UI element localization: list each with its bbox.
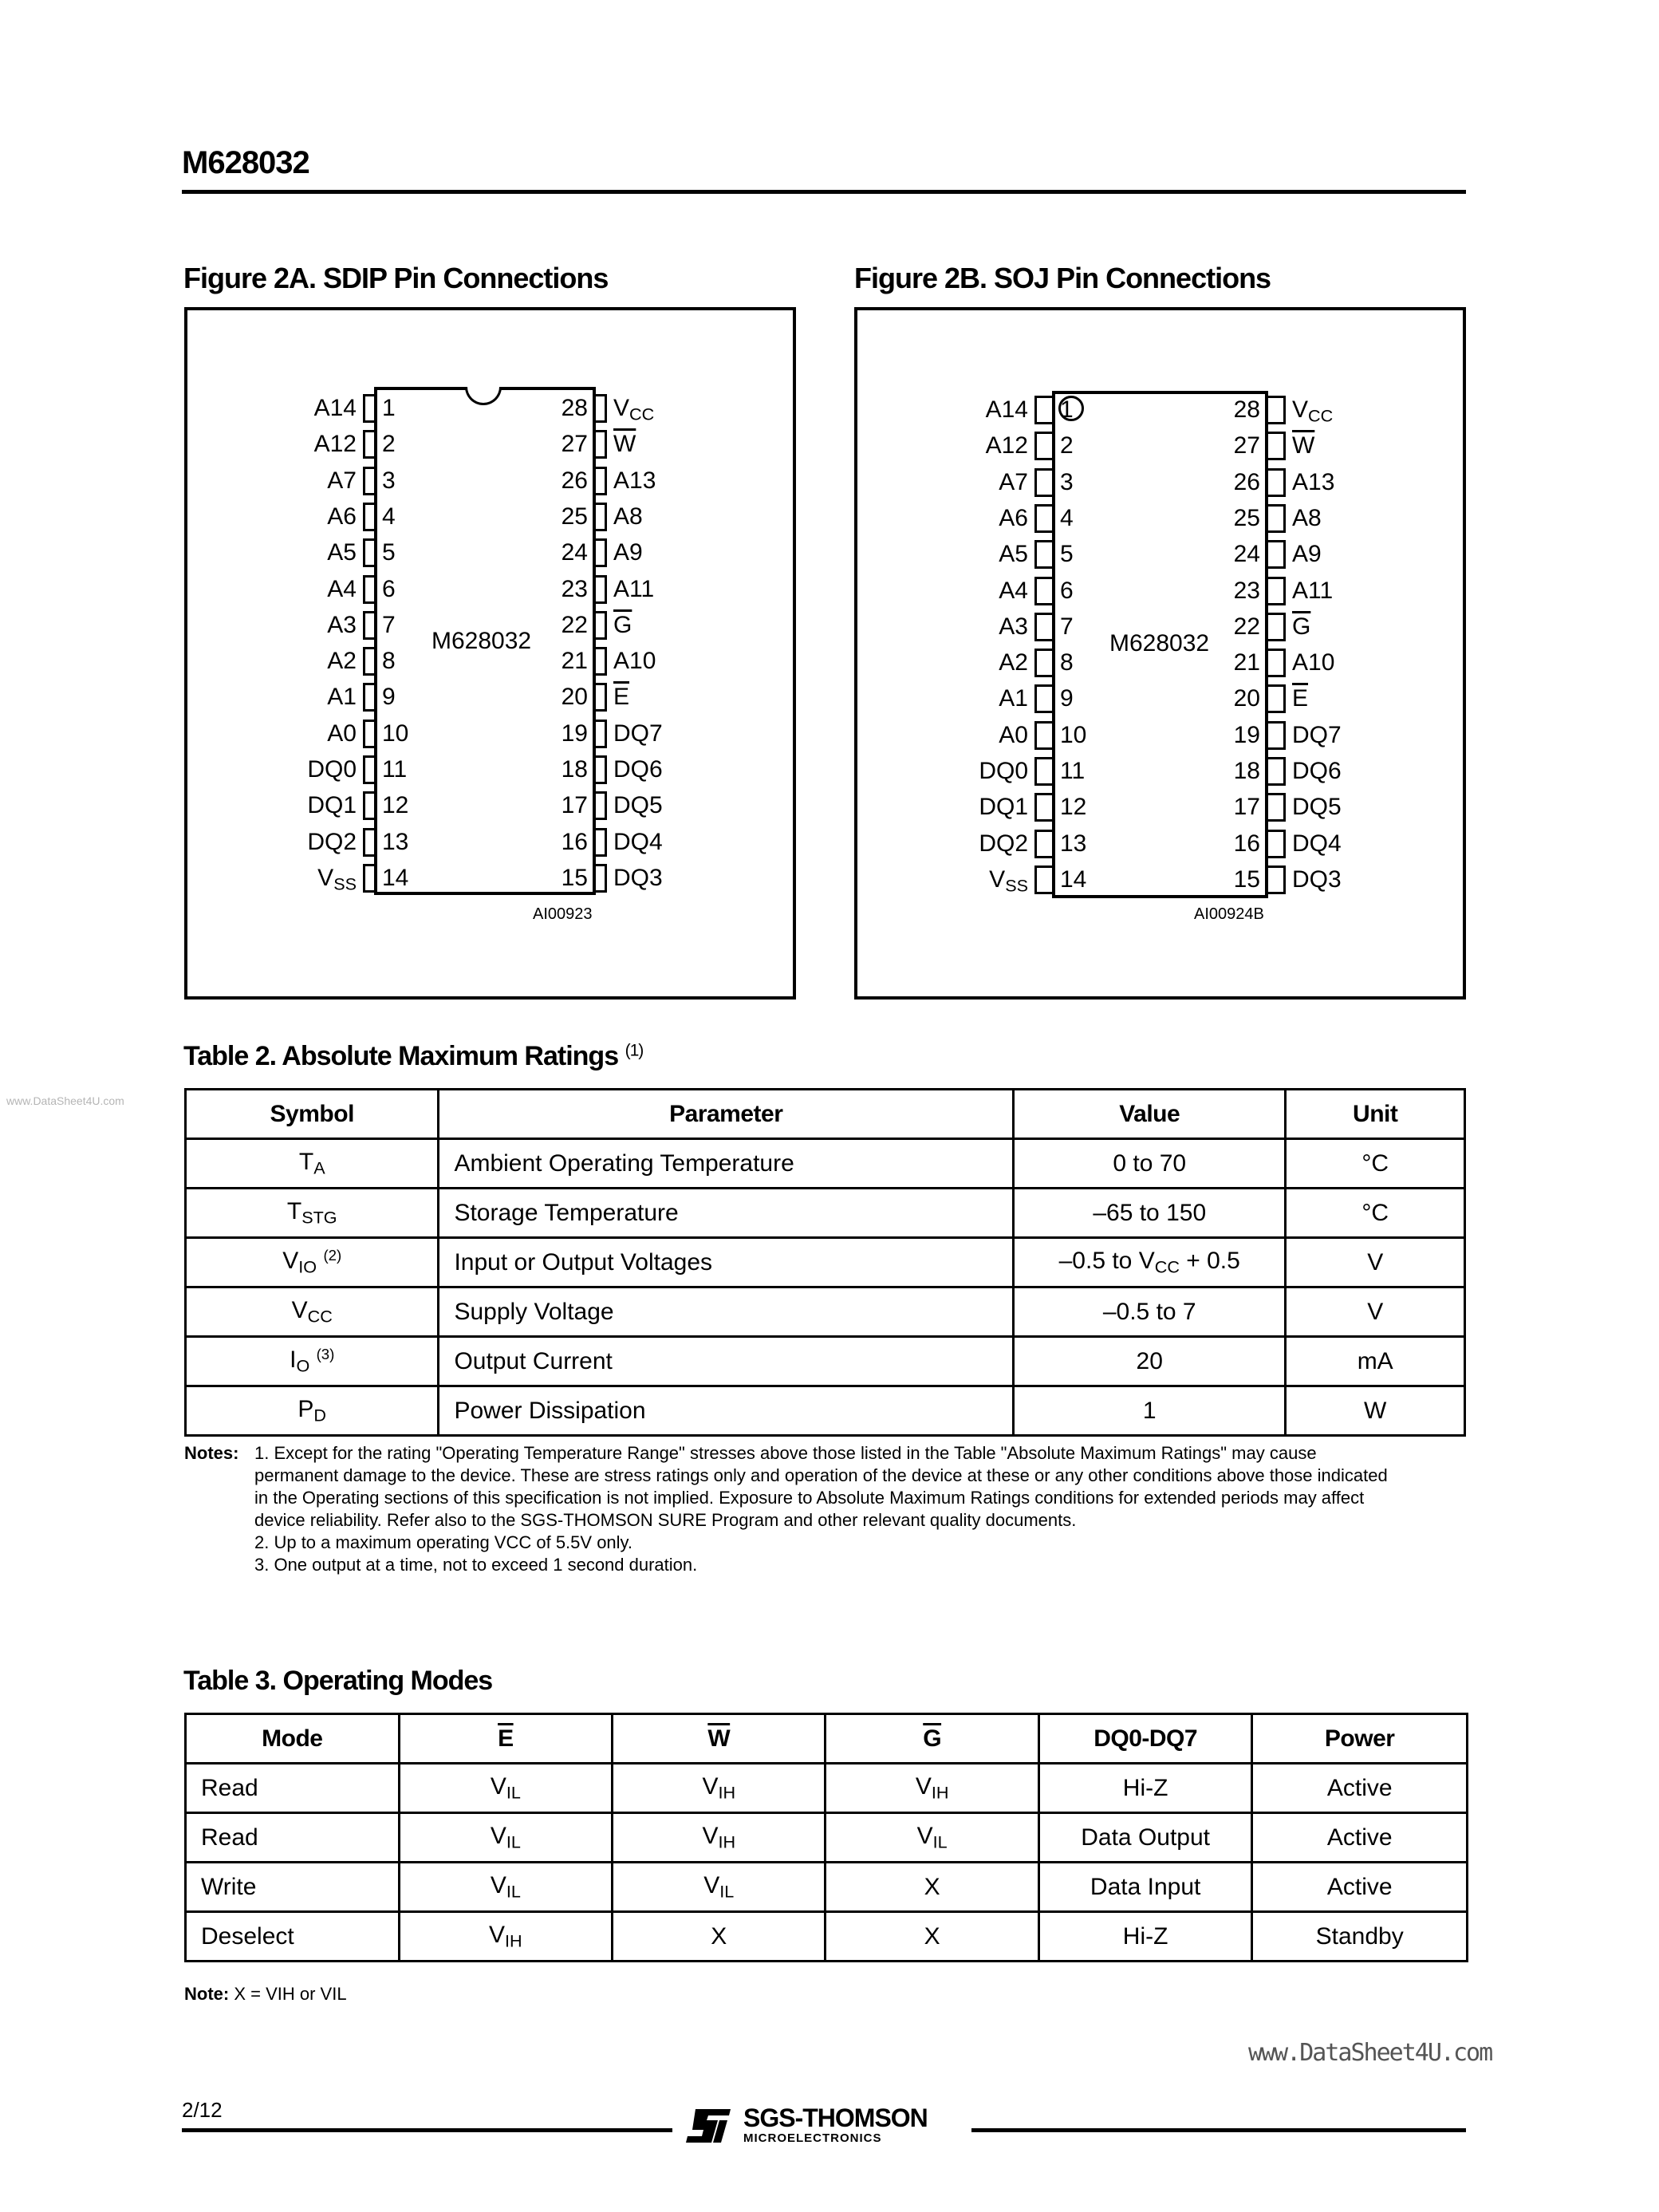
- pin-lead-icon: [1266, 649, 1286, 677]
- pin-number: 20: [1233, 685, 1260, 712]
- cell-dq: Hi-Z: [1038, 1764, 1252, 1813]
- col-header-g: $\overline{G}$: [826, 1714, 1038, 1764]
- note-1: 1. Except for the rating "Operating Temperature Range" stresses above those listed in the Table "Absolute Maximum Ratings" may cause permanent damage to the device. These are stress ratings only and operation of the device at these or any other conditions above those indicated in the Operating sections of this specification is not implied. Exposure to Absolute Maximum Ratings conditions for extended periods may affect device reliability. Refer also to the SGS-THOMSON SURE Program and other relevant quality documents.: [254, 1443, 1388, 1530]
- cell-parameter: Supply Voltage: [439, 1287, 1014, 1337]
- pin-signal: A7: [327, 467, 357, 494]
- pin-number: 10: [382, 720, 409, 747]
- pin-signal: A4: [327, 575, 357, 602]
- pin-number: 21: [1233, 649, 1260, 676]
- table-row: [186, 1139, 1465, 1189]
- cell-g: X: [826, 1912, 1038, 1962]
- pin-number: 15: [561, 864, 588, 891]
- pin-lead-icon: [1266, 540, 1286, 569]
- pin-lead-icon: [593, 720, 607, 748]
- cell-g: $V_{IH}$: [826, 1764, 1038, 1813]
- pin-number: 22: [1233, 613, 1260, 640]
- pin-signal: A1: [999, 685, 1028, 712]
- cell-parameter: Storage Temperature: [439, 1189, 1014, 1238]
- pin-number: 5: [382, 539, 396, 566]
- pin-lead-icon: [593, 611, 607, 640]
- pin-lead-icon: [1034, 432, 1054, 460]
- pin-lead-icon: [1266, 396, 1286, 424]
- pin-signal: A5: [999, 541, 1028, 568]
- pin-number: 28: [1233, 396, 1260, 423]
- table2-notes: [184, 1442, 1468, 1576]
- note-text: X = VIH or VIL: [234, 1984, 347, 2004]
- pin-lead-icon: [593, 683, 607, 712]
- pin-number: 14: [1060, 865, 1087, 893]
- pin-signal: $V_{CC}$: [1292, 396, 1334, 426]
- cell-value: –0.5 to 7: [1014, 1287, 1286, 1337]
- cell-symbol: $I_O$ $^{(3)}$: [186, 1337, 439, 1386]
- pin-lead-icon: [1266, 432, 1286, 460]
- cell-symbol: $V_{IO}$ $^{(2)}$: [186, 1238, 439, 1287]
- pin-number: 20: [561, 684, 588, 711]
- pin-signal: A3: [999, 613, 1028, 640]
- cell-parameter: Ambient Operating Temperature: [439, 1139, 1014, 1189]
- pin-lead-icon: [363, 538, 376, 567]
- cell-symbol: $T_{STG}$: [186, 1189, 439, 1238]
- pin-number: 8: [1060, 649, 1074, 676]
- table-row: [186, 1764, 1468, 1813]
- pin-lead-icon: [1034, 540, 1054, 569]
- pin-signal: $\overline{W}$: [1292, 432, 1315, 459]
- cell-power: Standby: [1252, 1912, 1468, 1962]
- pin-lead-icon: [363, 575, 376, 604]
- pin-signal: $\overline{W}$: [613, 431, 636, 458]
- cell-unit: W: [1286, 1386, 1465, 1436]
- pin-number: 12: [1060, 794, 1087, 821]
- note-3: 3. One output at a time, not to exceed 1 second duration.: [254, 1555, 698, 1575]
- table-header-row: [186, 1714, 1468, 1764]
- pin-number: 4: [382, 503, 396, 530]
- pin-signal: A0: [999, 721, 1028, 748]
- pin-signal: A10: [1292, 649, 1335, 676]
- col-header-w: $\overline{W}$: [613, 1714, 826, 1764]
- pin-lead-icon: [1034, 865, 1054, 894]
- cell-dq: Data Output: [1038, 1813, 1252, 1863]
- pin-lead-icon: [363, 791, 376, 820]
- cell-e: $V_{IL}$: [399, 1863, 612, 1912]
- col-header-unit: Unit: [1286, 1090, 1465, 1139]
- pin-number: 12: [382, 792, 409, 819]
- pin-lead-icon: [1034, 577, 1054, 605]
- pin-signal: A3: [327, 611, 357, 638]
- pin-number: 10: [1060, 721, 1087, 748]
- cell-power: Active: [1252, 1863, 1468, 1912]
- pin-number: 13: [1060, 830, 1087, 857]
- pin-signal: DQ3: [1292, 865, 1342, 893]
- pin-signal: $\overline{G}$: [613, 611, 632, 638]
- pin-signal: A8: [1292, 504, 1322, 531]
- pin-lead-icon: [1266, 721, 1286, 750]
- side-watermark: www.DataSheet4U.com: [6, 1094, 124, 1107]
- pin-lead-icon: [1034, 504, 1054, 533]
- cell-dq: Data Input: [1038, 1863, 1252, 1912]
- pin-signal: DQ4: [1292, 830, 1342, 857]
- table-row: [186, 1337, 1465, 1386]
- pin-lead-icon: [363, 828, 376, 857]
- pin-lead-icon: [1266, 577, 1286, 605]
- pin-number: 16: [561, 828, 588, 855]
- pin-number: 19: [1233, 721, 1260, 748]
- operating-modes-table: [184, 1713, 1468, 1962]
- cell-value: 20: [1014, 1337, 1286, 1386]
- col-header-value: Value: [1014, 1090, 1286, 1139]
- pin-signal: A10: [613, 648, 656, 675]
- pin-lead-icon: [1266, 865, 1286, 894]
- pin-signal: $V_{SS}$: [989, 865, 1028, 896]
- pin-number: 17: [561, 792, 588, 819]
- pin-lead-icon: [1034, 793, 1054, 822]
- cell-parameter: Output Current: [439, 1337, 1014, 1386]
- pin-number: 14: [382, 864, 409, 891]
- pin-signal: DQ7: [1292, 721, 1342, 748]
- pin-lead-icon: [1034, 684, 1054, 713]
- pin-lead-icon: [363, 394, 376, 423]
- pin-number: 19: [561, 720, 588, 747]
- pin-number: 26: [561, 467, 588, 494]
- pin-number: 27: [1233, 432, 1260, 459]
- pin-signal: $\overline{E}$: [613, 684, 630, 711]
- pin-signal: DQ5: [1292, 794, 1342, 821]
- pin-signal: A9: [1292, 541, 1322, 568]
- pin-number: 11: [382, 756, 408, 783]
- absolute-max-ratings-table: [184, 1088, 1466, 1437]
- cell-e: $V_{IH}$: [399, 1912, 612, 1962]
- pin-lead-icon: [593, 647, 607, 676]
- pin-signal: DQ1: [307, 792, 357, 819]
- pin-lead-icon: [1034, 649, 1054, 677]
- cell-w: $V_{IH}$: [613, 1813, 826, 1863]
- cell-unit: mA: [1286, 1337, 1465, 1386]
- pin-signal: A11: [1292, 577, 1334, 604]
- pin-signal: A9: [613, 539, 643, 566]
- pin-signal: A13: [1292, 468, 1335, 495]
- pin-signal: DQ3: [613, 864, 663, 891]
- pin-lead-icon: [1266, 793, 1286, 822]
- table3-title: Table 3. Operating Modes: [183, 1666, 493, 1696]
- pin-lead-icon: [1266, 830, 1286, 858]
- pin-lead-icon: [593, 755, 607, 784]
- pin-lead-icon: [363, 683, 376, 712]
- pin-number: 1: [382, 395, 396, 421]
- pin-lead-icon: [1266, 757, 1286, 786]
- pin-number: 17: [1233, 794, 1260, 821]
- table-row: [186, 1863, 1468, 1912]
- note-2: 2. Up to a maximum operating VCC of 5.5V only.: [254, 1532, 633, 1552]
- cell-mode: Write: [186, 1863, 400, 1912]
- cell-w: $V_{IL}$: [613, 1863, 826, 1912]
- pin-number: 6: [382, 575, 396, 602]
- table-row: [186, 1287, 1465, 1337]
- pin-number: 5: [1060, 541, 1074, 568]
- pin-signal: A4: [999, 577, 1028, 604]
- table-row: [186, 1912, 1468, 1962]
- cell-mode: Deselect: [186, 1912, 400, 1962]
- cell-power: Active: [1252, 1764, 1468, 1813]
- cell-parameter: Input or Output Voltages: [439, 1238, 1014, 1287]
- pin-lead-icon: [593, 828, 607, 857]
- pin-signal: DQ6: [613, 756, 663, 783]
- col-header-parameter: Parameter: [439, 1090, 1014, 1139]
- pin-number: 6: [1060, 577, 1074, 604]
- cell-symbol: $V_{CC}$: [186, 1287, 439, 1337]
- pin-signal: A6: [999, 504, 1028, 531]
- figure-2b-title: Figure 2B. SOJ Pin Connections: [854, 262, 1271, 294]
- pin-lead-icon: [363, 755, 376, 784]
- pin-signal: $\overline{E}$: [1292, 685, 1309, 712]
- pin-signal: A7: [999, 468, 1028, 495]
- pin-lead-icon: [1034, 396, 1054, 424]
- document-id: M628032: [182, 145, 309, 180]
- pin-number: 3: [1060, 468, 1074, 495]
- table2-title-text: Table 2. Absolute Maximum Ratings: [183, 1041, 619, 1071]
- pin-signal: A13: [613, 467, 656, 494]
- pin-signal: A2: [999, 649, 1028, 676]
- pin-number: 26: [1233, 468, 1260, 495]
- pin-signal: DQ2: [979, 830, 1028, 857]
- cell-unit: °C: [1286, 1189, 1465, 1238]
- notes-label: Notes:: [184, 1443, 239, 1463]
- header-rule: [182, 190, 1466, 194]
- figure-2a-title: Figure 2A. SDIP Pin Connections: [183, 262, 609, 294]
- pin-number: 9: [1060, 685, 1074, 712]
- st-logo-icon: [684, 2108, 732, 2144]
- cell-mode: Read: [186, 1813, 400, 1863]
- pin-signal: A6: [327, 503, 357, 530]
- pin-lead-icon: [593, 575, 607, 604]
- pin-lead-icon: [363, 467, 376, 495]
- bottom-watermark: www.DataSheet4U.com: [1248, 2039, 1492, 2067]
- brand-subtitle: MICROELECTRONICS: [743, 2131, 882, 2145]
- pin-number: 18: [1233, 758, 1260, 784]
- pin-number: 11: [1060, 758, 1086, 784]
- pin-lead-icon: [1034, 613, 1054, 641]
- cell-symbol: $T_A$: [186, 1139, 439, 1189]
- pin-signal: DQ0: [307, 756, 357, 783]
- cell-unit: V: [1286, 1238, 1465, 1287]
- pin-number: 1: [1060, 396, 1074, 423]
- table3-note: [184, 1983, 347, 2005]
- pin-number: 23: [1233, 577, 1260, 604]
- sdip-chip-name: M628032: [431, 628, 532, 654]
- footer-rule-left: [182, 2128, 672, 2132]
- pin-lead-icon: [1266, 504, 1286, 533]
- cell-dq: Hi-Z: [1038, 1912, 1252, 1962]
- pin-lead-icon: [1266, 684, 1286, 713]
- pin-lead-icon: [593, 864, 607, 893]
- pin-number: 27: [561, 431, 588, 458]
- pin-lead-icon: [1034, 468, 1054, 497]
- table-row: [186, 1386, 1465, 1436]
- pin-number: 16: [1233, 830, 1260, 857]
- pin-signal: DQ5: [613, 792, 663, 819]
- pin-lead-icon: [1266, 613, 1286, 641]
- cell-power: Active: [1252, 1813, 1468, 1863]
- pin-lead-icon: [1034, 757, 1054, 786]
- pin-lead-icon: [363, 503, 376, 531]
- pin-number: 21: [561, 648, 588, 675]
- brand-name: SGS-THOMSON: [743, 2104, 928, 2132]
- pin-number: 25: [1233, 504, 1260, 531]
- footer-rule-right: [971, 2128, 1466, 2132]
- pin-signal: $\overline{G}$: [1292, 613, 1311, 640]
- table-row: [186, 1813, 1468, 1863]
- pin-lead-icon: [363, 611, 376, 640]
- table2-title: [183, 1041, 643, 1072]
- pin-signal: DQ4: [613, 828, 663, 855]
- pin-number: 22: [561, 611, 588, 638]
- col-header-e: $\overline{E}$: [399, 1714, 612, 1764]
- soj-figure-code: AI00924B: [1194, 905, 1264, 923]
- table-row: [186, 1238, 1465, 1287]
- pin-signal: DQ1: [979, 794, 1028, 821]
- cell-unit: °C: [1286, 1139, 1465, 1189]
- pin-number: 3: [382, 467, 396, 494]
- cell-value: 0 to 70: [1014, 1139, 1286, 1189]
- pin-lead-icon: [593, 430, 607, 459]
- pin-signal: A14: [985, 396, 1028, 423]
- pin-signal: A1: [327, 684, 357, 711]
- pin-number: 28: [561, 395, 588, 421]
- pin-signal: A12: [985, 432, 1028, 459]
- cell-value: –0.5 to $V_{CC} + 0.5$: [1014, 1238, 1286, 1287]
- col-header-symbol: Symbol: [186, 1090, 439, 1139]
- pin-signal: A8: [613, 503, 643, 530]
- note-label: Note:: [184, 1984, 230, 2004]
- pin-number: 7: [382, 611, 396, 638]
- pin-lead-icon: [1034, 721, 1054, 750]
- col-header-mode: Mode: [186, 1714, 400, 1764]
- pin-number: 18: [561, 756, 588, 783]
- col-header-power: Power: [1252, 1714, 1468, 1764]
- cell-e: $V_{IL}$: [399, 1813, 612, 1863]
- pin-number: 7: [1060, 613, 1074, 640]
- pin-number: 13: [382, 828, 409, 855]
- cell-w: X: [613, 1912, 826, 1962]
- cell-w: $V_{IH}$: [613, 1764, 826, 1813]
- pin-lead-icon: [363, 647, 376, 676]
- pin-signal: A12: [313, 431, 357, 458]
- pin-signal: A0: [327, 720, 357, 747]
- cell-value: –65 to 150: [1014, 1189, 1286, 1238]
- soj-chip-name: M628032: [1109, 630, 1210, 657]
- pin-lead-icon: [363, 430, 376, 459]
- table-row: [186, 1189, 1465, 1238]
- cell-e: $V_{IL}$: [399, 1764, 612, 1813]
- pin-lead-icon: [593, 467, 607, 495]
- pin-number: 2: [1060, 432, 1074, 459]
- pin-number: 24: [561, 539, 588, 566]
- cell-g: X: [826, 1863, 1038, 1912]
- pin-signal: $V_{SS}$: [317, 864, 357, 894]
- pin-lead-icon: [593, 394, 607, 423]
- pin-number: 24: [1233, 541, 1260, 568]
- pin-lead-icon: [1266, 468, 1286, 497]
- pin-lead-icon: [593, 503, 607, 531]
- pin-signal: A14: [313, 395, 357, 421]
- pin-number: 23: [561, 575, 588, 602]
- cell-unit: V: [1286, 1287, 1465, 1337]
- pin-signal: A5: [327, 539, 357, 566]
- sdip-figure-code: AI00923: [533, 905, 593, 923]
- pin-number: 8: [382, 648, 396, 675]
- pin-number: 2: [382, 431, 396, 458]
- cell-mode: Read: [186, 1764, 400, 1813]
- pin-signal: DQ2: [307, 828, 357, 855]
- pin-number: 9: [382, 684, 396, 711]
- col-header-dq: DQ0-DQ7: [1038, 1714, 1252, 1764]
- pin-number: 4: [1060, 504, 1074, 531]
- cell-parameter: Power Dissipation: [439, 1386, 1014, 1436]
- pin-lead-icon: [1034, 830, 1054, 858]
- pin-signal: A11: [613, 575, 655, 602]
- cell-value: 1: [1014, 1386, 1286, 1436]
- cell-g: $V_{IL}$: [826, 1813, 1038, 1863]
- table2-title-note: (1): [625, 1041, 644, 1060]
- page-number: 2/12: [182, 2098, 223, 2122]
- pin-lead-icon: [363, 720, 376, 748]
- pin-number: 25: [561, 503, 588, 530]
- pin-signal: DQ7: [613, 720, 663, 747]
- pin-lead-icon: [593, 538, 607, 567]
- pin-signal: $V_{CC}$: [613, 395, 655, 424]
- cell-symbol: $P_D$: [186, 1386, 439, 1436]
- table-header-row: [186, 1090, 1465, 1139]
- pin-lead-icon: [363, 864, 376, 893]
- pin-signal: A2: [327, 648, 357, 675]
- pin-signal: DQ6: [1292, 758, 1342, 784]
- sdip-notch-icon: [465, 387, 502, 405]
- pin-signal: DQ0: [979, 758, 1028, 784]
- pin-number: 15: [1233, 865, 1260, 893]
- pin-lead-icon: [593, 791, 607, 820]
